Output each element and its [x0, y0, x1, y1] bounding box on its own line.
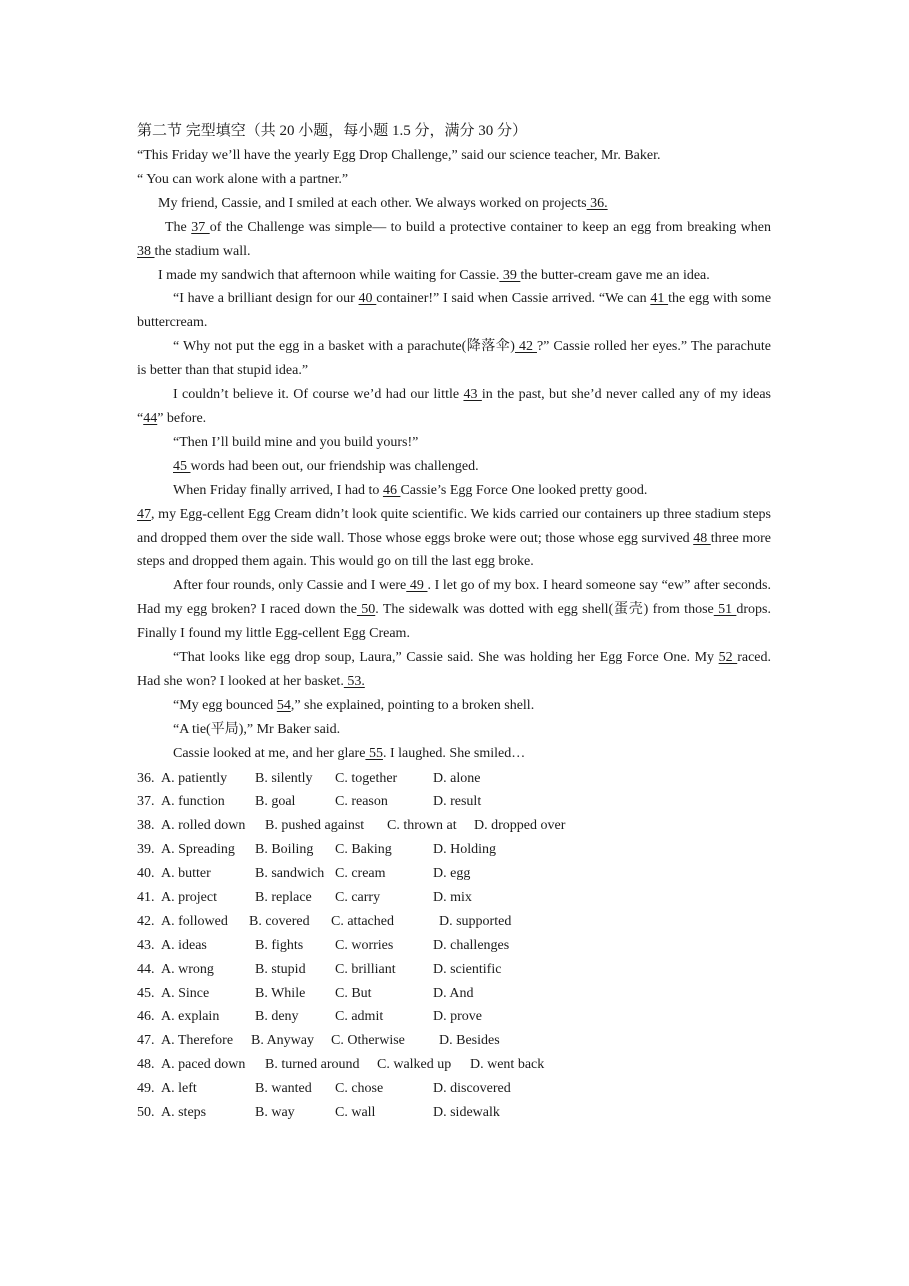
option-b: B. Boiling [255, 842, 314, 858]
blank-number: 55 [365, 745, 383, 761]
question-number: 37. [137, 794, 155, 810]
blank-number: 52 [718, 650, 738, 666]
option-row [137, 838, 771, 862]
blank-number: 42 [514, 339, 537, 355]
option-a: A. rolled down [161, 818, 246, 834]
option-row [137, 982, 771, 1006]
passage-text: “A tie(平局),” Mr Baker said. [173, 721, 341, 737]
option-row [137, 1005, 771, 1029]
passage-paragraph [137, 216, 771, 264]
question-number: 45. [137, 985, 155, 1001]
passage-paragraph [137, 287, 771, 335]
option-b: B. turned around [265, 1057, 360, 1073]
passage-text: After four rounds, only Cassie and I were [173, 578, 407, 594]
exam-page [137, 120, 771, 1125]
passage-paragraph [137, 479, 771, 503]
blank-number: 45 [173, 458, 191, 474]
question-number: 41. [137, 890, 155, 906]
cloze-passage [137, 144, 771, 766]
option-a: A. left [161, 1081, 197, 1097]
option-c: C. attached [331, 913, 394, 929]
passage-paragraph [137, 192, 771, 216]
passage-text: “That looks like egg drop soup, Laura,” Cassie said. She was holding her Egg Force One. My [173, 650, 719, 666]
blank-number: 38 [137, 243, 155, 259]
option-b: B. While [255, 985, 306, 1001]
passage-text: I made my sandwich that afternoon while waiting for Cassie. [158, 267, 500, 283]
option-d: D. mix [433, 890, 472, 906]
question-number: 48. [137, 1057, 155, 1073]
option-c: C. chose [335, 1081, 384, 1097]
option-row [137, 767, 771, 791]
option-c: C. wall [335, 1105, 376, 1121]
option-a: A. function [161, 794, 225, 810]
option-c: C. brilliant [335, 961, 396, 977]
option-b: B. fights [255, 937, 304, 953]
passage-paragraph [137, 503, 771, 575]
section-title: 第二节 完型填空（共 20 小题，每小题 1.5 分，满分 30 分） [137, 123, 528, 139]
option-a: A. paced down [161, 1057, 246, 1073]
passage-text: . I let go of my box. I heard someone say “ew” after seconds. Had my egg broken? I raced down the [137, 578, 772, 618]
option-c: C. But [335, 985, 372, 1001]
option-d: D. supported [439, 913, 512, 929]
blank-number: 47 [137, 506, 151, 522]
question-number: 50. [137, 1105, 155, 1121]
option-a: A. Spreading [161, 842, 235, 858]
blank-number: 41 [650, 291, 669, 307]
option-a: A. followed [161, 913, 228, 929]
option-d: D. scientific [433, 961, 502, 977]
passage-text: “ Why not put the egg in a basket with a parachute(降落伞) [173, 339, 515, 355]
option-a: A. explain [161, 1009, 220, 1025]
option-row [137, 1077, 771, 1101]
passage-text: of the Challenge was simple— to build a protective container to keep an egg from breaking when [209, 219, 771, 235]
passage-text: words had been out, our friendship was challenged. [190, 458, 479, 474]
passage-paragraph [137, 718, 771, 742]
question-number: 38. [137, 818, 155, 834]
passage-text: raced. Had she won? I looked at her basket. [137, 650, 771, 689]
blank-number: 36. [586, 195, 608, 211]
option-d: D. egg [433, 866, 471, 882]
option-a: A. Therefore [161, 1033, 234, 1049]
option-d: D. alone [433, 770, 481, 786]
passage-paragraph [137, 646, 771, 694]
option-a: A. butter [161, 866, 211, 882]
option-a: A. patiently [161, 770, 228, 786]
passage-text: “I have a brilliant design for our [173, 291, 359, 307]
option-d: D. prove [433, 1009, 482, 1025]
option-c: C. together [335, 770, 398, 786]
option-c: C. worries [335, 937, 394, 953]
passage-text: the egg with some buttercream. [137, 291, 772, 331]
option-row [137, 910, 771, 934]
passage-text: The [165, 219, 192, 235]
blank-number: 39 [499, 267, 521, 283]
blank-number: 49 [406, 578, 428, 594]
option-b: B. covered [249, 913, 310, 929]
passage-text: , my Egg-cellent Egg Cream didn’t look quite scientific. We kids carried our containers up three stadium steps and dropped them over the side wall. Those whose eggs broke were out; those whose egg survived [137, 506, 771, 546]
option-c: C. walked up [377, 1057, 452, 1073]
passage-text: in the past, but she’d never called any of my ideas “ [137, 387, 771, 426]
option-b: B. silently [255, 770, 313, 786]
question-number: 44. [137, 961, 155, 977]
option-d: D. challenges [433, 937, 510, 953]
blank-number: 43 [463, 387, 482, 403]
blank-number: 48 [693, 530, 711, 546]
blank-number: 37 [191, 219, 210, 235]
question-number: 42. [137, 913, 155, 929]
option-b: B. sandwich [255, 866, 325, 882]
passage-paragraph [137, 742, 771, 766]
option-b: B. way [255, 1105, 295, 1121]
passage-paragraph [137, 431, 771, 455]
option-b: B. stupid [255, 961, 306, 977]
blank-number: 51 [713, 602, 737, 618]
option-row [137, 1053, 771, 1077]
passage-paragraph [137, 455, 771, 479]
question-number: 40. [137, 866, 155, 882]
option-b: B. deny [255, 1009, 299, 1025]
option-a: A. Since [161, 985, 210, 1001]
passage-paragraph [137, 264, 771, 288]
option-d: D. result [433, 794, 482, 810]
option-d: D. sidewalk [433, 1105, 500, 1121]
answer-options [137, 767, 771, 1125]
option-row [137, 790, 771, 814]
option-b: B. Anyway [251, 1033, 314, 1049]
passage-paragraph [137, 335, 771, 383]
passage-text: “This Friday we’ll have the yearly Egg Drop Challenge,” said our science teacher, Mr. Baker. [137, 148, 661, 163]
option-a: A. wrong [161, 961, 214, 977]
passage-text: “ You can work alone with a partner.” [137, 171, 349, 187]
passage-text: “Then I’ll build mine and you build yours!” [173, 434, 419, 450]
option-c: C. cream [335, 866, 386, 882]
passage-text: the stadium wall. [154, 243, 251, 259]
passage-paragraph [137, 383, 771, 431]
option-row [137, 1029, 771, 1053]
passage-text: My friend, Cassie, and I smiled at each other. We always worked on projects [158, 195, 587, 211]
passage-text: Cassie’s Egg Force One looked pretty good. [400, 482, 648, 498]
option-a: A. project [161, 890, 217, 906]
option-a: A. ideas [161, 937, 207, 953]
blank-number: 46 [382, 482, 401, 498]
question-number: 47. [137, 1033, 155, 1049]
option-row [137, 1101, 771, 1125]
option-d: D. Holding [433, 842, 496, 858]
passage-text: ” before. [157, 410, 207, 426]
passage-text: drops. Finally I found my little Egg-cellent Egg Cream. [137, 602, 772, 642]
option-d: D. And [433, 985, 474, 1001]
option-d: D. went back [470, 1057, 545, 1073]
option-b: B. goal [255, 794, 296, 810]
passage-text: When Friday finally arrived, I had to [173, 482, 383, 498]
option-row [137, 886, 771, 910]
blank-number: 53. [343, 673, 365, 689]
option-c: C. reason [335, 794, 388, 810]
option-b: B. pushed against [265, 818, 365, 834]
option-d: D. dropped over [474, 818, 566, 834]
blank-number: 40 [358, 291, 377, 307]
passage-paragraph [137, 168, 771, 192]
option-row [137, 814, 771, 838]
option-d: D. Besides [439, 1033, 500, 1049]
passage-text: the butter-cream gave me an idea. [520, 267, 710, 283]
question-number: 46. [137, 1009, 155, 1025]
option-row [137, 934, 771, 958]
question-number: 49. [137, 1081, 155, 1097]
blank-number: 50 [356, 602, 376, 618]
passage-text: three more steps and dropped them again. This would go on till the last egg broke. [137, 530, 771, 570]
question-number: 43. [137, 937, 155, 953]
passage-paragraph [137, 574, 771, 646]
passage-text: I couldn’t believe it. Of course we’d had our little [173, 387, 464, 403]
option-c: C. carry [335, 890, 381, 906]
passage-text: ,” she explained, pointing to a broken shell. [290, 697, 535, 713]
passage-text: . The sidewalk was dotted with egg shell(蛋壳) from those [375, 602, 714, 618]
option-row [137, 862, 771, 886]
option-c: C. thrown at [387, 818, 457, 834]
question-number: 39. [137, 842, 155, 858]
question-number: 36. [137, 770, 155, 786]
passage-text: “My egg bounced [173, 697, 277, 713]
blank-number: 54 [276, 697, 291, 713]
option-b: B. wanted [255, 1081, 312, 1097]
option-c: C. Otherwise [331, 1033, 405, 1049]
option-b: B. replace [255, 890, 312, 906]
option-a: A. steps [161, 1105, 207, 1121]
passage-paragraph [137, 694, 771, 718]
passage-text: ?” Cassie rolled her eyes.” The parachute is better than that stupid idea.” [137, 339, 771, 379]
passage-text: Cassie looked at me, and her glare [173, 745, 366, 761]
passage-text: . I laughed. She smiled… [382, 745, 526, 761]
option-d: D. discovered [433, 1081, 511, 1097]
passage-paragraph [137, 144, 771, 168]
option-c: C. Baking [335, 842, 392, 858]
option-c: C. admit [335, 1009, 384, 1025]
blank-number: 44 [143, 410, 158, 426]
option-row [137, 958, 771, 982]
passage-text: container!” I said when Cassie arrived. “We can [376, 291, 651, 307]
